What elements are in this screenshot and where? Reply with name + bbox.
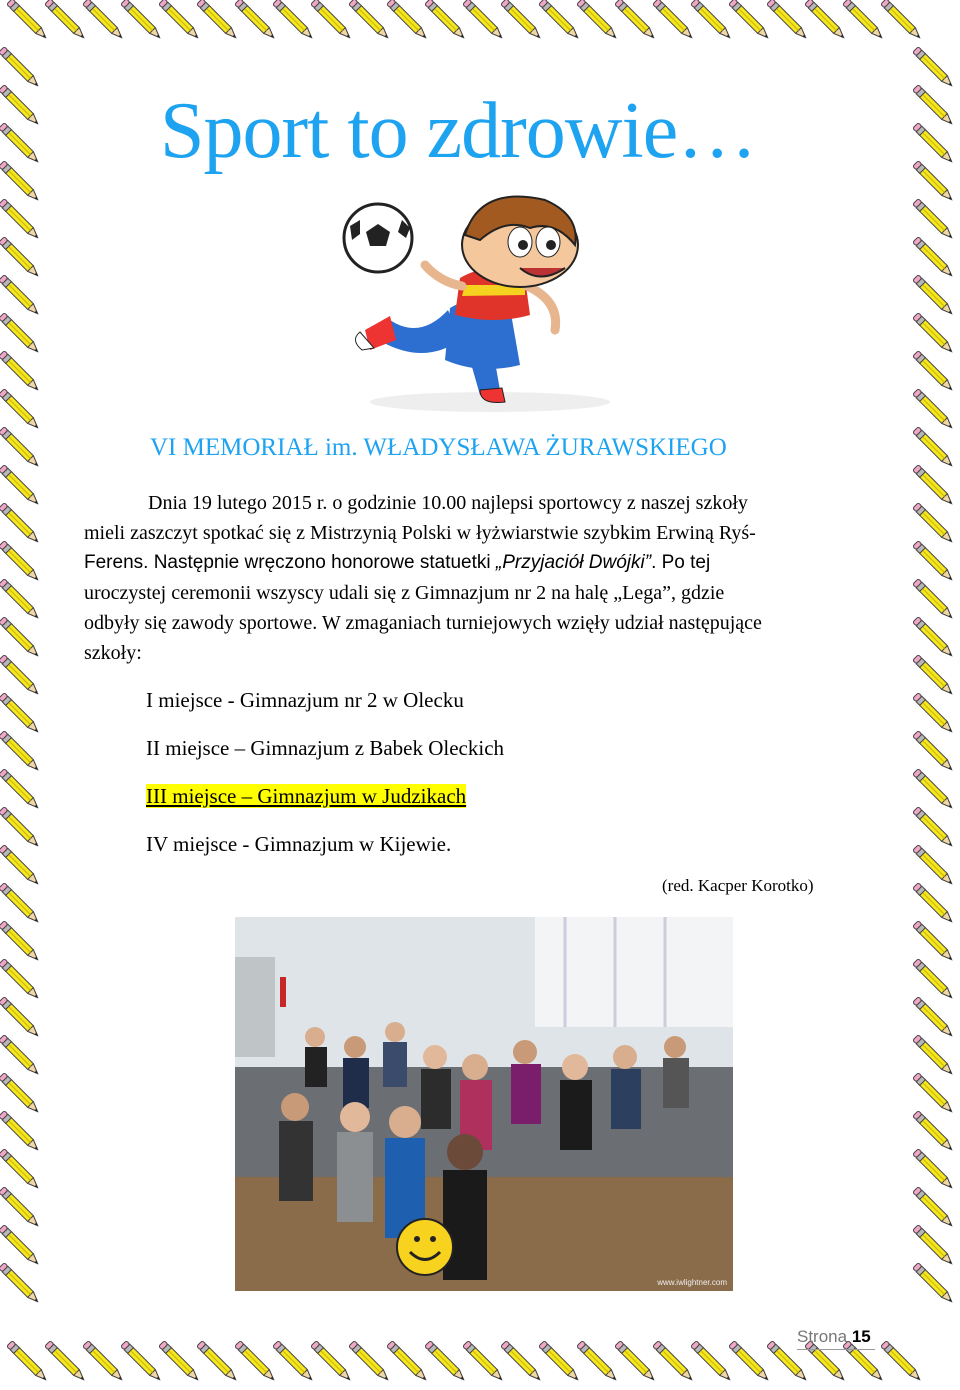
pencil-icon [0,123,40,165]
pencil-icon [913,503,955,545]
result-third-place [146,782,504,830]
pencil-icon [0,617,40,659]
pencil-icon [913,275,955,317]
pencil-icon [387,1341,429,1383]
statuette-name: „Przyjaciół Dwójki” [495,552,652,573]
pencil-icon [273,0,315,40]
pencil-icon [881,1341,923,1383]
paragraph-line: odbyły się zawody sportowe. W zmaganiach turniejowych wzięły udział następujące [84,612,762,634]
pencil-icon [0,47,40,89]
pencil-icon [235,0,277,40]
pencil-icon [767,0,809,40]
pencil-icon [913,845,955,887]
pencil-icon [0,313,40,355]
footer-label: Strona [797,1327,848,1346]
paragraph-line: szkoły: [84,642,142,664]
pencil-icon [0,655,40,697]
pencil-icon [83,0,125,40]
pencil-icon [913,693,955,735]
pencil-icon [0,351,40,393]
page-number: 15 [851,1327,871,1346]
pencil-icon [913,427,955,469]
pencil-icon [159,0,201,40]
pencil-icon [0,1149,40,1191]
pencil-icon [913,883,955,925]
pencil-icon [881,0,923,40]
pencil-icon [425,0,467,40]
pencil-icon [0,1111,40,1153]
pencil-icon [349,0,391,40]
audience-photo-illustration [235,917,733,1291]
pencil-icon [805,0,847,40]
pencil-icon [577,0,619,40]
pencil-icon [7,1341,49,1383]
author-signature: (red. Kacper Korotko) [662,876,814,895]
pencil-icon [913,617,955,659]
highlighted-result: III miejsce – Gimnazjum w Judzikach [146,784,467,808]
article-paragraph [84,488,876,668]
pencil-icon [913,351,955,393]
pencil-icon [0,389,40,431]
pencil-icon [311,0,353,40]
pencil-icon [0,731,40,773]
pencil-icon [913,465,955,507]
page-footer [797,1327,871,1347]
pencil-icon [913,731,955,773]
pencil-icon [691,0,733,40]
pencil-icon [615,0,657,40]
pencil-icon [0,237,40,279]
page-title: Sport to zdrowie… [160,87,757,175]
pencil-icon [45,1341,87,1383]
soccer-kid-illustration [330,190,630,415]
pencil-icon [121,0,163,40]
pencil-icon [913,123,955,165]
pencil-icon [539,0,581,40]
paragraph-line: uroczystej ceremonii wszyscy udali się z Gimnazjum nr 2 na halę „Lega”, gdzie [84,582,725,604]
pencil-icon [913,47,955,89]
pencil-icon [0,541,40,583]
pencil-icon [349,1341,391,1383]
pencil-icon [913,921,955,963]
paragraph-text: . Po tej [651,552,711,573]
pencil-icon [0,1035,40,1077]
pencil-icon [463,1341,505,1383]
pencil-icon [0,959,40,1001]
pencil-icon [577,1341,619,1383]
pencil-icon [0,427,40,469]
pencil-icon [0,1263,40,1305]
pencil-icon [0,921,40,963]
pencil-icon [0,1073,40,1115]
result-second-place: II miejsce – Gimnazjum z Babek Oleckich [146,736,505,760]
pencil-icon [7,0,49,40]
pencil-icon [653,0,695,40]
pencil-icon [235,1341,277,1383]
pencil-icon [501,0,543,40]
pencil-icon [0,275,40,317]
pencil-icon [913,1111,955,1153]
pencil-icon [691,1341,733,1383]
pencil-icon [501,1341,543,1383]
photo-credit: www.iwlightner.com [657,1278,727,1287]
pencil-icon [159,1341,201,1383]
pencil-icon [45,0,87,40]
pencil-icon [0,1187,40,1229]
pencil-icon [0,769,40,811]
results-list [146,686,504,878]
pencil-icon [913,579,955,621]
pencil-icon [539,1341,581,1383]
pencil-icon [0,693,40,735]
pencil-icon [913,541,955,583]
pencil-icon [0,465,40,507]
pencil-icon [121,1341,163,1383]
pencil-icon [729,0,771,40]
pencil-icon [913,1073,955,1115]
pencil-icon [913,161,955,203]
pencil-icon [273,1341,315,1383]
pencil-icon [729,1341,771,1383]
pencil-icon [83,1341,125,1383]
pencil-icon [0,199,40,241]
pencil-icon [913,1149,955,1191]
paragraph-text: Ferens. Następnie wręczono honorowe statuetki [84,552,496,573]
pencil-icon [0,845,40,887]
footer-divider [797,1349,875,1350]
pencil-icon [0,579,40,621]
pencil-icon [843,0,885,40]
pencil-icon [0,161,40,203]
pencil-icon [0,997,40,1039]
event-photo [235,917,733,1291]
result-fourth-place: IV miejsce - Gimnazjum w Kijewie. [146,832,452,856]
pencil-icon [913,655,955,697]
pencil-icon [615,1341,657,1383]
pencil-icon [913,85,955,127]
paragraph-line: Dnia 19 lutego 2015 r. o godzinie 10.00 najlepsi sportowcy z naszej szkoły [148,492,748,514]
pencil-icon [0,883,40,925]
pencil-icon [387,0,429,40]
pencil-icon [913,997,955,1039]
pencil-icon [311,1341,353,1383]
pencil-icon [913,1263,955,1305]
pencil-icon [913,1035,955,1077]
pencil-icon [913,1187,955,1229]
pencil-icon [913,237,955,279]
pencil-icon [0,1225,40,1267]
pencil-icon [0,85,40,127]
pencil-icon [913,389,955,431]
pencil-icon [0,503,40,545]
pencil-icon [913,313,955,355]
pencil-icon [913,807,955,849]
pencil-icon [653,1341,695,1383]
pencil-icon [463,0,505,40]
pencil-icon [913,199,955,241]
paragraph-line [84,548,876,578]
pencil-icon [425,1341,467,1383]
pencil-icon [913,769,955,811]
result-first-place: I miejsce - Gimnazjum nr 2 w Olecku [146,688,464,712]
paragraph-line: mieli zaszczyt spotkać się z Mistrzynią Polski w łyżwiarstwie szybkim Erwiną Ryś- [84,522,756,544]
pencil-icon [197,0,239,40]
pencil-icon [0,807,40,849]
memorial-heading: VI MEMORIAŁ im. WŁADYSŁAWA ŻURAWSKIEGO [150,434,727,461]
pencil-icon [913,1225,955,1267]
pencil-icon [913,959,955,1001]
pencil-icon [197,1341,239,1383]
